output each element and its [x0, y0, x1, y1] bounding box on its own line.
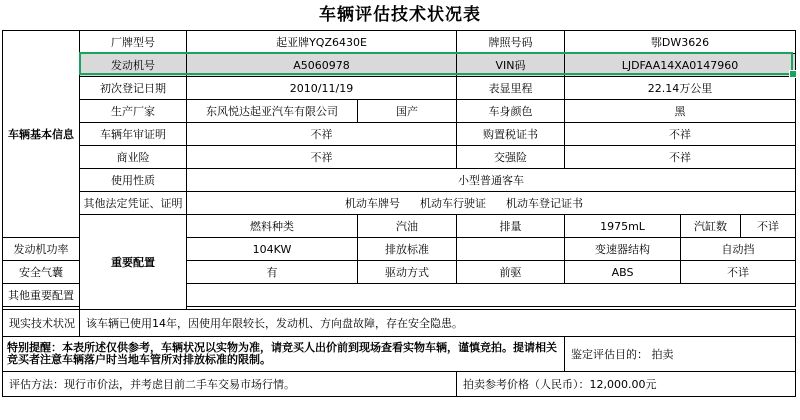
commercial-ins-value[interactable]: 不祥 — [187, 146, 457, 169]
gearbox-value[interactable]: 自动挡 — [681, 238, 796, 261]
other-docs-label: 其他法定凭证、证明 — [80, 192, 187, 215]
section-basic-info: 车辆基本信息 — [3, 31, 80, 238]
color-label: 车身颜色 — [457, 100, 565, 123]
vin-value[interactable]: LJDFAA14XA0147960 — [565, 54, 796, 77]
power-value[interactable]: 104KW — [187, 238, 358, 261]
emission-value[interactable] — [457, 238, 565, 261]
displacement-value[interactable]: 1975mL — [565, 215, 681, 238]
condition-label: 现实技术状况 — [3, 310, 80, 337]
doc-registration: 机动车登记证书 — [506, 197, 583, 210]
gearbox-label: 变速器结构 — [565, 238, 681, 261]
reference-price: 拍卖参考价格（人民币）：12,000.00元 — [457, 372, 796, 397]
table-row-selected[interactable] — [3, 54, 796, 77]
cylinders-label: 汽缸数 — [681, 215, 741, 238]
reg-date-value[interactable]: 2010/11/19 — [187, 77, 457, 100]
assessment-method: 评估方法：现行市价法，并考虑目前二手车交易市场行情。 — [3, 372, 457, 397]
model-label: 厂牌型号 — [80, 31, 187, 54]
abs-label: ABS — [565, 261, 681, 284]
airbag-label: 安全气囊 — [3, 261, 80, 284]
other-config-value[interactable] — [187, 284, 796, 307]
engine-value[interactable]: A5060978 — [187, 54, 457, 77]
drive-label: 驱动方式 — [358, 261, 457, 284]
annual-value[interactable]: 不祥 — [187, 123, 457, 146]
usage-value[interactable]: 小型普通客车 — [187, 169, 796, 192]
vehicle-assessment-table — [2, 30, 796, 397]
table-row — [3, 100, 796, 123]
doc-license: 机动车行驶证 — [420, 197, 486, 210]
table-row — [3, 372, 796, 397]
plate-label: 牌照号码 — [457, 31, 565, 54]
condition-value[interactable]: 该车辆已使用14年，因使用年限较长，发动机、方向盘故障，存在安全隐患。 — [80, 310, 796, 337]
reg-date-label: 初次登记日期 — [80, 77, 187, 100]
fuel-label: 燃料种类 — [187, 215, 358, 238]
model-value[interactable]: 起亚牌YQZ6430E — [187, 31, 457, 54]
table-row — [3, 192, 796, 215]
plate-value[interactable]: 鄂DW3626 — [565, 31, 796, 54]
table-row — [3, 146, 796, 169]
page-title: 车辆评估技术状况表 — [319, 5, 481, 25]
engine-label: 发动机号 — [80, 54, 187, 77]
other-docs-value[interactable] — [187, 192, 796, 215]
airbag-value[interactable]: 有 — [187, 261, 358, 284]
table-row — [3, 123, 796, 146]
compulsory-ins-label: 交强险 — [457, 146, 565, 169]
purchase-tax-value[interactable]: 不祥 — [565, 123, 796, 146]
table-row — [3, 310, 796, 337]
mileage-value[interactable]: 22.14万公里 — [565, 77, 796, 100]
power-label: 发动机功率 — [3, 238, 80, 261]
doc-plate: 机动车牌号 — [345, 197, 400, 210]
color-value[interactable]: 黑 — [565, 100, 796, 123]
table-row — [3, 31, 796, 54]
displacement-label: 排量 — [457, 215, 565, 238]
table-row — [3, 77, 796, 100]
table-row — [3, 337, 796, 372]
fuel-value[interactable]: 汽油 — [358, 215, 457, 238]
section-config: 重要配置 — [80, 215, 187, 310]
special-warning: 特别提醒：本表所述仅供参考，车辆状况以实物为准，请竞买人出价前到现场查看实物车辆，谨慎竞拍。提请相关竞买者注意车辆落户时当地车管所对排放标准的限制。 — [3, 337, 565, 372]
fill-handle[interactable] — [789, 70, 797, 78]
table-row — [3, 215, 796, 238]
drive-value[interactable]: 前驱 — [457, 261, 565, 284]
usage-label: 使用性质 — [80, 169, 187, 192]
abs-value[interactable]: 不详 — [681, 261, 796, 284]
cylinders-value[interactable]: 不详 — [741, 215, 796, 238]
annual-label: 车辆年审证明 — [80, 123, 187, 146]
mileage-label: 表显里程 — [457, 77, 565, 100]
purchase-tax-label: 购置税证书 — [457, 123, 565, 146]
maker-origin[interactable]: 国产 — [358, 100, 457, 123]
maker-value[interactable]: 东风悦达起亚汽车有限公司 — [187, 100, 358, 123]
emission-label: 排放标准 — [358, 238, 457, 261]
other-config-label: 其他重要配置 — [3, 284, 80, 307]
commercial-ins-label: 商业险 — [80, 146, 187, 169]
compulsory-ins-value[interactable]: 不祥 — [565, 146, 796, 169]
vin-label: VIN码 — [457, 54, 565, 77]
maker-label: 生产厂家 — [80, 100, 187, 123]
assessment-purpose: 鉴定评估目的： 拍卖 — [565, 337, 796, 372]
table-row — [3, 169, 796, 192]
